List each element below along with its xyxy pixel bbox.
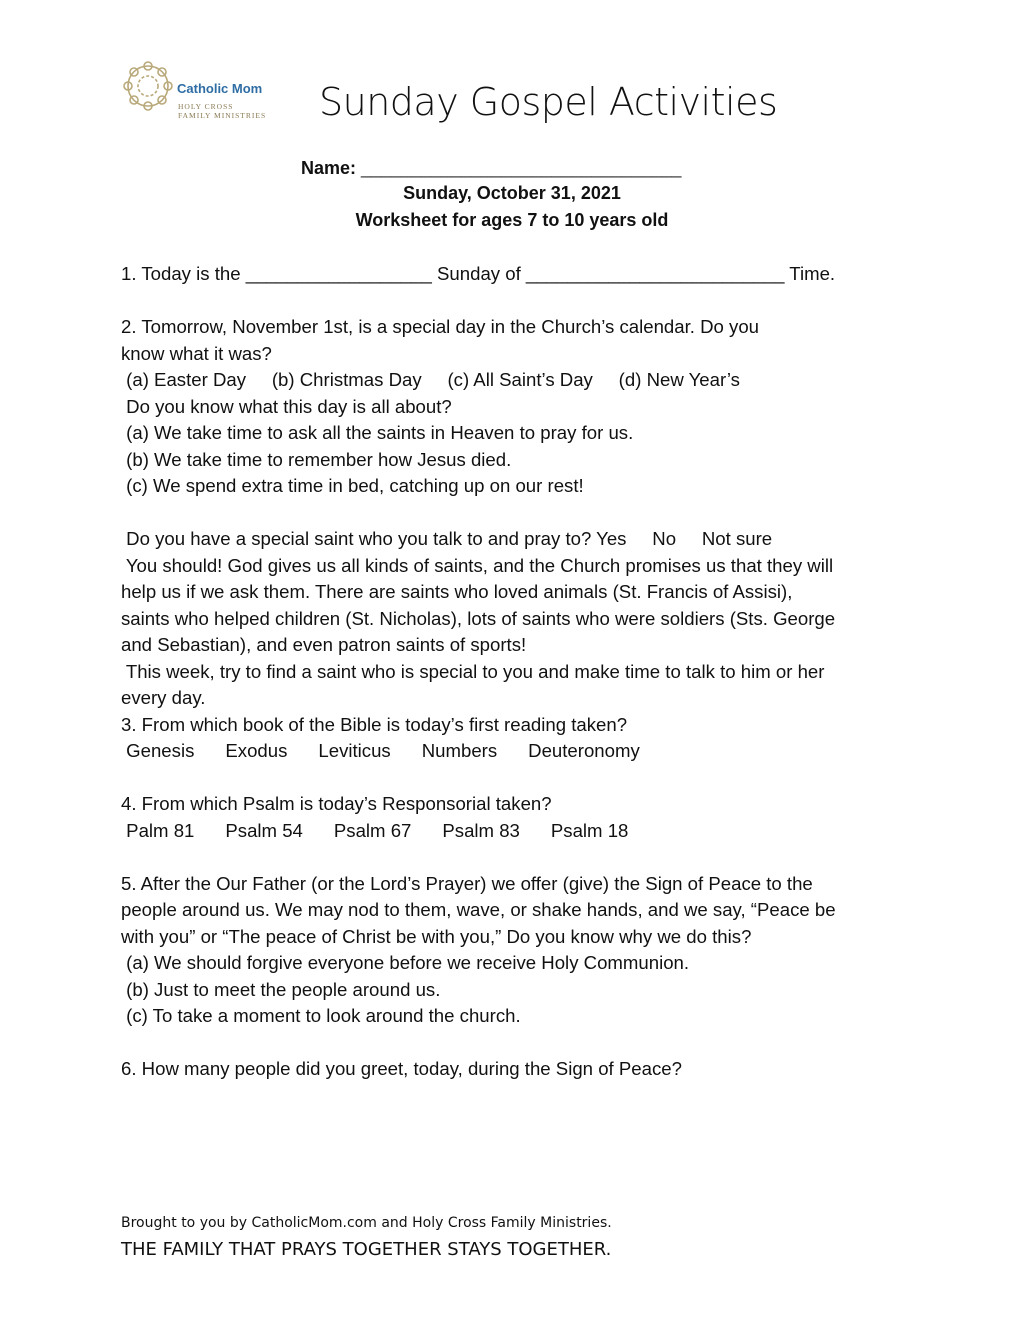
text-line: 1. Today is the __________________ Sunday of _________________________ Time.: [121, 263, 836, 284]
logo-subtitle-line1: HOLY CROSS: [178, 102, 234, 111]
logo-subtitle-line2: FAMILY MINISTRIES: [178, 111, 267, 120]
text-line: This week, try to find a saint who is special to you and make time to talk to him or her: [121, 660, 825, 682]
text-line: know what it was?: [121, 342, 272, 364]
text-line: people around us. We may nod to them, wave, or shake hands, and we say, “Peace be: [121, 899, 836, 920]
name-field: [301, 158, 681, 179]
text-line: saints who helped children (St. Nicholas), lots of saints who were soldiers (Sts. George: [121, 607, 836, 629]
footer-motto: THE FAMILY THAT PRAYS TOGETHER STAYS TOGETHER.: [121, 1239, 612, 1260]
text-line: Palm 81 Psalm 54 Psalm 67 Psalm 83 Psalm 18: [121, 819, 629, 841]
catholic-mom-logo: [120, 58, 280, 120]
text-line: [121, 844, 911, 871]
text-line: 3. From which book of the Bible is today’s first reading taken?: [121, 713, 628, 735]
text-line: help us if we ask them. There are saints who loved animals (St. Francis of Assisi),: [121, 581, 793, 602]
text-line: Genesis Exodus Leviticus Numbers Deuteronomy: [121, 740, 640, 761]
footer-credit: Brought to you by CatholicMom.com and Holy Cross Family Ministries.: [121, 1215, 612, 1231]
text-line: You should! God gives us all kinds of saints, and the Church promises us that they will: [121, 554, 834, 576]
text-line: every day.: [121, 687, 206, 708]
worksheet-audience: Worksheet for ages 7 to 10 years old: [355, 210, 669, 230]
name-label: Name:: [301, 158, 357, 178]
text-line: (b) Just to meet the people around us.: [121, 978, 441, 1000]
text-line: Do you have a special saint who you talk to and pray to? Yes No Not sure: [121, 528, 773, 549]
text-line: 6. How many people did you greet, today, during the Sign of Peace?: [121, 1058, 682, 1079]
text-line: (a) We take time to ask all the saints in Heaven to pray for us.: [121, 422, 634, 443]
text-line: with you” or “The peace of Christ be with you,” Do you know why we do this?: [121, 925, 752, 947]
logo-title: Catholic Mom: [177, 81, 263, 96]
logo-subtitle: [178, 102, 266, 120]
text-line: [121, 288, 911, 315]
floral-wreath-icon: [120, 58, 176, 114]
text-line: 4. From which Psalm is today’s Responsorial taken?: [121, 793, 552, 814]
text-line: [121, 1030, 911, 1057]
text-line: (b) We take time to remember how Jesus died.: [121, 448, 512, 470]
text-line: (c) We spend extra time in bed, catching up on our rest!: [121, 475, 584, 496]
text-line: [121, 500, 911, 527]
text-line: (c) To take a moment to look around the church.: [121, 1005, 521, 1026]
text-line: and Sebastian), and even patron saints of sports!: [121, 634, 527, 655]
worksheet-date: Sunday, October 31, 2021: [403, 183, 621, 203]
worksheet-questions: [121, 261, 911, 1083]
text-line: 5. After the Our Father (or the Lord’s Prayer) we offer (give) the Sign of Peace to the: [121, 872, 813, 894]
text-line: 2. Tomorrow, November 1st, is a special day in the Church’s calendar. Do you: [121, 316, 760, 337]
text-line: (a) Easter Day (b) Christmas Day (c) All Saint’s Day (d) New Year’s: [121, 369, 740, 390]
page-title: Sunday Gospel Activities: [319, 80, 778, 124]
text-line: Do you know what this day is all about?: [121, 395, 452, 417]
name-blank: ________________________________: [356, 158, 682, 178]
text-line: [121, 765, 911, 792]
text-line: (a) We should forgive everyone before we receive Holy Communion.: [121, 952, 690, 973]
